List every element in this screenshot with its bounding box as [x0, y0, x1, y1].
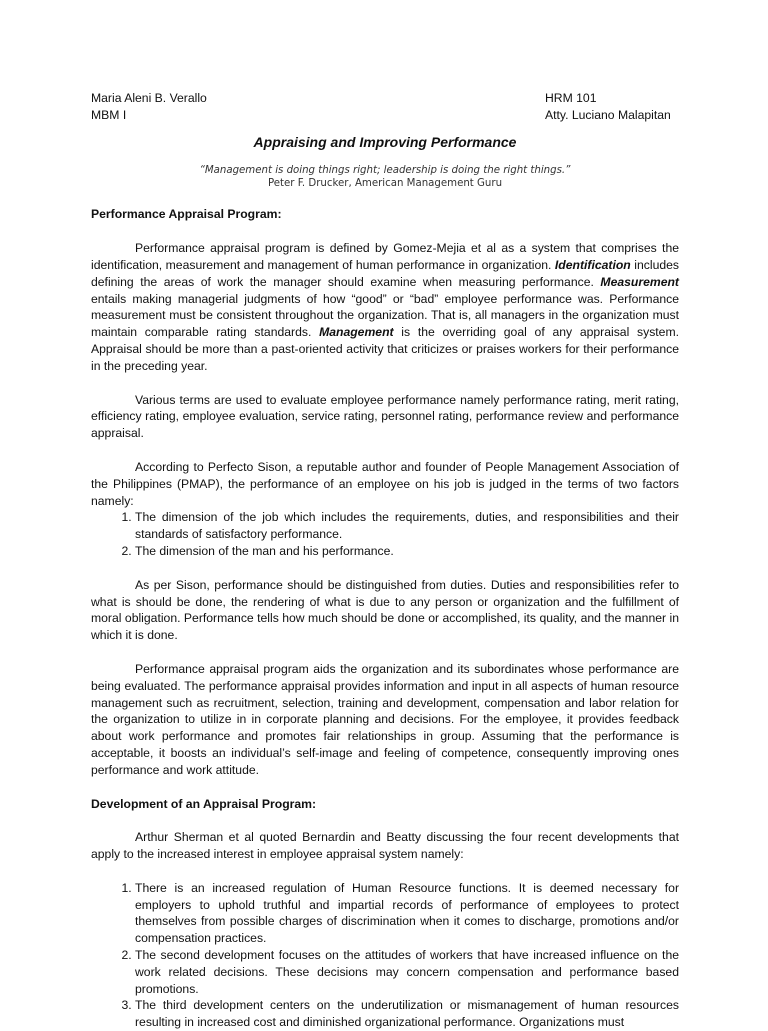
program-name: MBM I [91, 107, 127, 122]
paragraph-sison: According to Perfecto Sison, a reputable author and founder of People Management Association of the Philippines (PMAP), the performance of an employee on his job is judged in the terms of two factors namely: [91, 459, 679, 508]
header-row-1 [91, 90, 679, 107]
list-item: 2. The second development focuses on the attitudes of workers that have increased influence on the work related decisions. These decisions may concern compensation and performance based promotions. [135, 947, 679, 997]
section-heading-development: Development of an Appraisal Program: [91, 796, 317, 811]
term-identification: Identification [554, 257, 631, 272]
document-title: Appraising and Improving Performance [253, 133, 517, 150]
paragraph-sherman: Arthur Sherman et al quoted Bernardin and Beatty discussing the four recent developments that apply to the increased interest in employee appraisal system namely: [91, 830, 679, 862]
paragraph-terms: Various terms are used to evaluate employee performance namely performance rating, merit rating, efficiency rating, employee evaluation, service rating, personnel rating, performance review and performance appraisal. [91, 392, 679, 441]
epigraph [91, 164, 679, 190]
author-name: Maria Aleni B. Verallo [91, 91, 207, 105]
term-management: Management [319, 325, 394, 340]
quote-attribution: Peter F. Drucker, American Management Guru [267, 178, 503, 190]
header-row-2 [91, 107, 679, 124]
factors-list [91, 509, 679, 559]
quote-text: “Management is doing things right; leadership is doing the right things.” [199, 165, 571, 177]
paragraph-aids: Performance appraisal program aids the organization and its subordinates whose performance are being evaluated. The performance appraisal provides information and input in all aspects of human resource management such as recruitment, selection, training and development, compensation and labor relation for the organization to utilize in in corporate planning and decisions. For the employee, it provides feedback about work performance and promotes fair relationships in group. Assuming that the performance is acceptable, it boosts an individual’s self-image and feeling of competence, consequently improving ones performance and work attitude. [91, 661, 679, 777]
course-code: HRM 101 [545, 91, 597, 105]
list-item: 2. The dimension of the man and his performance. [135, 543, 679, 560]
list-item: 3. The third development centers on the underutilization or mismanagement of human resources resulting in increased cost and diminished organizational performance. Organizations must [135, 997, 679, 1031]
list-item: 1. There is an increased regulation of Human Resource functions. It is deemed necessary for employers to uphold truthful and impartial records of performance of employees to protect themselves from possible charges of discrimination when it comes to discharge, promotions and/or compensation practices. [135, 880, 679, 947]
term-measurement: Measurement [600, 274, 679, 289]
paragraph-duties: As per Sison, performance should be distinguished from duties. Duties and responsibilities refer to what is should be done, the rendering of what is due to any person or organization and the fulfillment of moral obligation. Performance tells how much should be done or accomplished, its quality, and the manner in which it is done. [91, 577, 679, 643]
list-item: 1. The dimension of the job which includes the requirements, duties, and responsibilities and their standards of satisfactory performance. [135, 509, 679, 543]
developments-list [91, 880, 679, 1031]
paragraph-definition: Performance appraisal program is defined by Gomez-Mejia et al as a system that comprises the identification, measurement and management of human performance in organization. Identification includes defining the areas of work the manager should examine when measuring performance. Measurement entails making managerial judgments of how “good” or “bad” employee performance was. Performance measurement must be consistent throughout the organization. That is, all managers in the organization must maintain comparable rating standards. Management is the overriding goal of any appraisal system. Appraisal should be more than a past-oriented activity that criticizes or praises workers for their performance in the preceding year. [91, 241, 679, 373]
instructor-name: Atty. Luciano Malapitan [545, 107, 671, 122]
section-heading-appraisal-program: Performance Appraisal Program: [91, 207, 282, 222]
document-page [91, 90, 679, 1031]
